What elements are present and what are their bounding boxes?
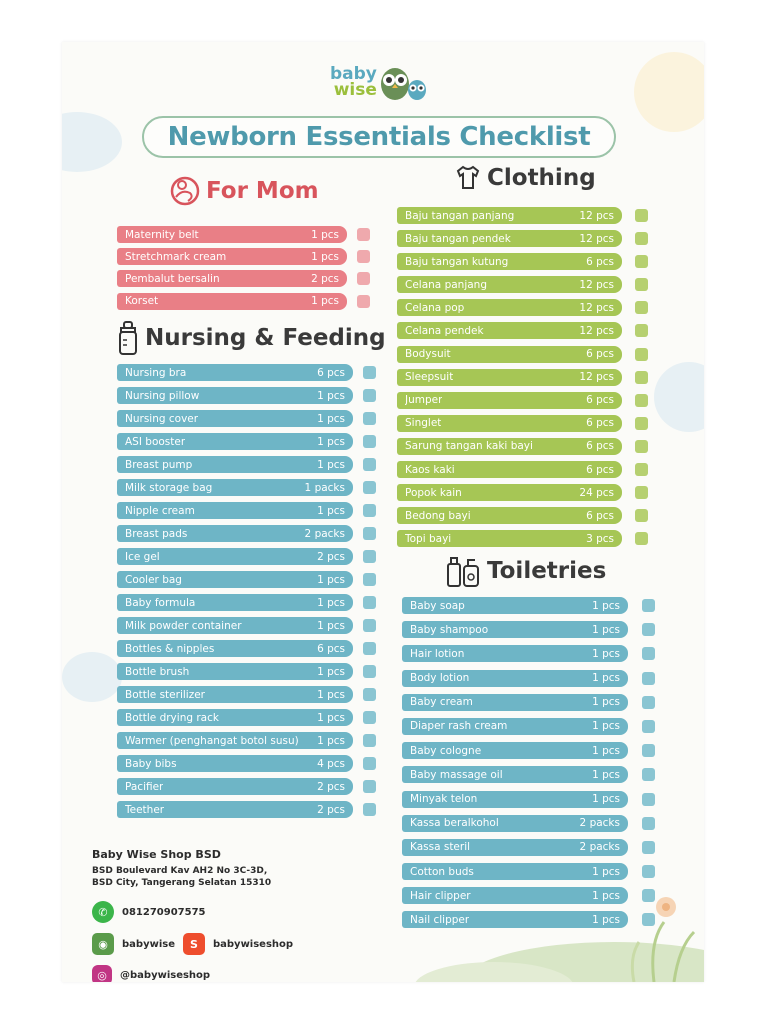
item-quantity: 6 pcs — [586, 417, 614, 430]
checkbox[interactable] — [642, 744, 655, 757]
checkbox[interactable] — [642, 720, 655, 733]
item-name: Baby massage oil — [410, 768, 503, 781]
item-bar — [397, 322, 622, 339]
item-name: Pembalut bersalin — [125, 272, 220, 285]
sun-decoration — [634, 52, 704, 132]
item-quantity: 1 pcs — [317, 389, 345, 402]
item-name: Body lotion — [410, 672, 470, 685]
item-quantity: 1 pcs — [317, 504, 345, 517]
item-quantity: 12 pcs — [579, 278, 614, 291]
item-quantity: 2 packs — [304, 527, 345, 540]
item-name: Celana pop — [405, 301, 465, 314]
cloud-decoration — [654, 362, 704, 432]
item-bar — [117, 617, 353, 634]
item-name: Baby shampoo — [410, 623, 489, 636]
item-bar — [117, 686, 353, 703]
item-name: Baju tangan kutung — [405, 255, 509, 268]
section-header-mom — [170, 175, 319, 207]
item-name: Singlet — [405, 417, 442, 430]
item-name: Baby cream — [410, 696, 473, 709]
section-header-toiletries — [445, 554, 606, 588]
item-quantity: 6 pcs — [586, 509, 614, 522]
item-bar — [117, 709, 353, 726]
item-quantity: 3 pcs — [586, 532, 614, 545]
item-quantity: 1 pcs — [317, 619, 345, 632]
item-name: Breast pump — [125, 458, 193, 471]
checkbox[interactable] — [363, 527, 376, 540]
checkbox[interactable] — [363, 665, 376, 678]
item-name: Baby soap — [410, 599, 465, 612]
checkbox[interactable] — [363, 458, 376, 471]
item-bar — [117, 248, 347, 265]
address-line-2: BSD City, Tangerang Selatan 15310 — [92, 878, 272, 888]
checkbox[interactable] — [363, 366, 376, 379]
section-title-clothing: Clothing — [487, 165, 596, 191]
item-name: Bottles & nipples — [125, 642, 215, 655]
item-name: Cotton buds — [410, 865, 474, 878]
checklist-paper — [62, 42, 704, 982]
logo-text-wise: wise — [333, 80, 377, 100]
item-quantity: 4 pcs — [317, 757, 345, 770]
item-quantity: 12 pcs — [579, 209, 614, 222]
item-quantity: 12 pcs — [579, 232, 614, 245]
item-name: Hair lotion — [410, 647, 465, 660]
cloud-decoration — [62, 652, 122, 702]
item-quantity: 2 pcs — [311, 272, 339, 285]
item-name: Nursing cover — [125, 412, 199, 425]
item-name: Teether — [125, 803, 165, 816]
section-header-clothing — [455, 164, 596, 192]
section-title-toiletries: Toiletries — [487, 558, 607, 584]
checkbox[interactable] — [642, 913, 655, 926]
item-quantity: 1 pcs — [317, 458, 345, 471]
item-bar — [402, 597, 628, 614]
item-bar — [402, 718, 628, 735]
section-title-mom: For Mom — [206, 178, 319, 204]
item-name: Celana panjang — [405, 278, 487, 291]
baby-bottle-icon — [117, 320, 139, 356]
checkbox[interactable] — [635, 232, 648, 245]
item-quantity: 1 pcs — [317, 412, 345, 425]
checkbox[interactable] — [363, 619, 376, 632]
item-quantity: 12 pcs — [579, 371, 614, 384]
item-quantity: 1 pcs — [592, 744, 620, 757]
item-bar — [397, 276, 622, 293]
checkbox[interactable] — [635, 301, 648, 314]
item-name: Warmer (penghangat botol susu) — [125, 734, 299, 747]
item-quantity: 1 pcs — [317, 665, 345, 678]
item-name: Bottle brush — [125, 665, 190, 678]
item-quantity: 1 packs — [304, 481, 345, 494]
item-bar — [397, 369, 622, 386]
item-bar — [402, 621, 628, 638]
item-name: Bottle sterilizer — [125, 688, 205, 701]
section-title-nursing: Nursing & Feeding — [145, 325, 386, 351]
checkbox[interactable] — [363, 734, 376, 747]
item-bar — [117, 410, 353, 427]
item-bar — [117, 293, 347, 310]
item-name: Kassa steril — [410, 841, 471, 854]
item-name: Hair clipper — [410, 889, 471, 902]
item-bar — [397, 530, 622, 547]
item-name: Sleepsuit — [405, 371, 454, 384]
checkbox[interactable] — [363, 711, 376, 724]
item-quantity: 2 pcs — [317, 803, 345, 816]
shopee-icon: S — [183, 933, 205, 955]
checkbox[interactable] — [357, 295, 370, 308]
item-name: Baby formula — [125, 596, 196, 609]
checkbox[interactable] — [363, 435, 376, 448]
item-name: Baju tangan panjang — [405, 209, 515, 222]
tokopedia-icon: ◉ — [92, 933, 114, 955]
checkbox[interactable] — [635, 255, 648, 268]
owl-icon — [377, 62, 429, 102]
item-quantity: 2 pcs — [317, 780, 345, 793]
item-quantity: 6 pcs — [586, 394, 614, 407]
item-bar — [402, 839, 628, 856]
checkbox[interactable] — [635, 324, 648, 337]
item-quantity: 6 pcs — [586, 348, 614, 361]
item-quantity: 1 pcs — [592, 599, 620, 612]
checkbox[interactable] — [635, 371, 648, 384]
instagram-icon: ◎ — [92, 965, 112, 982]
checkbox[interactable] — [642, 599, 655, 612]
item-bar — [397, 484, 622, 501]
item-bar — [402, 670, 628, 687]
checkbox[interactable] — [635, 486, 648, 499]
item-bar — [397, 253, 622, 270]
address-line-1: BSD Boulevard Kav AH2 No 3C-3D, — [92, 866, 268, 876]
item-name: Nail clipper — [410, 913, 470, 926]
item-quantity: 1 pcs — [311, 295, 339, 308]
checkbox[interactable] — [642, 817, 655, 830]
item-bar — [397, 507, 622, 524]
item-quantity: 6 pcs — [586, 463, 614, 476]
item-quantity: 6 pcs — [586, 255, 614, 268]
item-name: Baby cologne — [410, 744, 482, 757]
checkbox[interactable] — [635, 209, 648, 222]
item-bar — [117, 270, 347, 287]
item-bar — [117, 732, 353, 749]
item-quantity: 1 pcs — [592, 696, 620, 709]
checkbox[interactable] — [635, 440, 648, 453]
instagram-handle: @babywiseshop — [120, 969, 211, 981]
checkbox[interactable] — [642, 865, 655, 878]
item-quantity: 1 pcs — [592, 720, 620, 733]
item-quantity: 1 pcs — [317, 573, 345, 586]
item-quantity: 1 pcs — [592, 913, 620, 926]
item-name: Popok kain — [405, 486, 462, 499]
item-bar — [402, 791, 628, 808]
item-quantity: 12 pcs — [579, 324, 614, 337]
item-bar — [117, 525, 353, 542]
item-bar — [117, 548, 353, 565]
item-name: Kaos kaki — [405, 463, 455, 476]
item-bar — [402, 694, 628, 711]
checkbox[interactable] — [363, 596, 376, 609]
item-name: Diaper rash cream — [410, 720, 508, 733]
item-bar — [397, 392, 622, 409]
item-quantity: 1 pcs — [592, 672, 620, 685]
babywise-logo — [330, 62, 429, 102]
item-bar — [117, 755, 353, 772]
item-quantity: 1 pcs — [317, 435, 345, 448]
whatsapp-icon: ✆ — [92, 901, 114, 923]
item-bar — [117, 456, 353, 473]
item-name: Bodysuit — [405, 348, 451, 361]
item-bar — [117, 226, 347, 243]
checkbox[interactable] — [363, 504, 376, 517]
checkbox[interactable] — [363, 642, 376, 655]
section-header-nursing — [117, 320, 386, 356]
page-title: Newborn Essentials Checklist — [167, 122, 591, 152]
title-banner — [142, 116, 616, 158]
item-name: Sarung tangan kaki bayi — [405, 440, 533, 453]
shop-name: Baby Wise Shop BSD — [92, 848, 221, 861]
checkbox[interactable] — [363, 573, 376, 586]
checkbox[interactable] — [363, 481, 376, 494]
item-bar — [117, 663, 353, 680]
item-name: Kassa beralkohol — [410, 817, 499, 830]
checkbox[interactable] — [642, 841, 655, 854]
item-bar — [117, 364, 353, 381]
item-name: Breast pads — [125, 527, 188, 540]
item-bar — [402, 887, 628, 904]
item-quantity: 1 pcs — [592, 623, 620, 636]
checkbox[interactable] — [642, 623, 655, 636]
item-quantity: 1 pcs — [317, 596, 345, 609]
item-quantity: 6 pcs — [317, 366, 345, 379]
item-name: Topi bayi — [405, 532, 452, 545]
item-quantity: 1 pcs — [311, 228, 339, 241]
item-name: Pacifier — [125, 780, 164, 793]
item-quantity: 1 pcs — [311, 250, 339, 263]
item-bar — [117, 433, 353, 450]
checkbox[interactable] — [642, 672, 655, 685]
item-quantity: 6 pcs — [586, 440, 614, 453]
item-name: Jumper — [405, 394, 443, 407]
item-bar — [397, 207, 622, 224]
checkbox[interactable] — [642, 696, 655, 709]
checkbox[interactable] — [642, 793, 655, 806]
item-quantity: 2 packs — [579, 817, 620, 830]
mother-baby-icon — [170, 175, 200, 207]
item-quantity: 6 pcs — [317, 642, 345, 655]
tokopedia-handle: babywise — [122, 938, 175, 950]
checkbox[interactable] — [357, 250, 370, 263]
item-quantity: 24 pcs — [579, 486, 614, 499]
checkbox[interactable] — [642, 647, 655, 660]
item-name: Maternity belt — [125, 228, 199, 241]
checkbox[interactable] — [357, 272, 370, 285]
item-quantity: 2 packs — [579, 841, 620, 854]
item-bar — [397, 438, 622, 455]
checkbox[interactable] — [363, 412, 376, 425]
item-bar — [117, 571, 353, 588]
checkbox[interactable] — [363, 757, 376, 770]
item-quantity: 1 pcs — [592, 647, 620, 660]
item-quantity: 12 pcs — [579, 301, 614, 314]
item-quantity: 1 pcs — [317, 688, 345, 701]
contact-info — [92, 848, 293, 982]
checkbox[interactable] — [363, 803, 376, 816]
item-name: Nipple cream — [125, 504, 195, 517]
phone-number: 081270907575 — [122, 906, 206, 918]
checkbox[interactable] — [363, 780, 376, 793]
item-bar — [117, 778, 353, 795]
item-quantity: 1 pcs — [592, 793, 620, 805]
checkbox[interactable] — [635, 509, 648, 522]
item-quantity: 1 pcs — [317, 734, 345, 747]
cloud-decoration — [62, 112, 122, 172]
checkbox[interactable] — [635, 532, 648, 545]
checkbox[interactable] — [357, 228, 370, 241]
item-name: Baby bibs — [125, 757, 177, 770]
onesie-icon — [455, 164, 481, 192]
item-quantity: 1 pcs — [592, 768, 620, 781]
item-name: Korset — [125, 295, 159, 308]
item-quantity: 1 pcs — [592, 865, 620, 878]
checkbox[interactable] — [635, 463, 648, 476]
item-bar — [117, 640, 353, 657]
item-bar — [402, 645, 628, 662]
item-bar — [397, 299, 622, 316]
checkbox[interactable] — [635, 394, 648, 407]
item-name: Celana pendek — [405, 324, 484, 337]
checkbox[interactable] — [635, 348, 648, 361]
checkbox[interactable] — [363, 688, 376, 701]
item-name: Nursing pillow — [125, 389, 200, 402]
checkbox[interactable] — [635, 278, 648, 291]
item-bar — [117, 387, 353, 404]
item-bar — [117, 801, 353, 818]
item-bar — [397, 230, 622, 247]
item-bar — [402, 766, 628, 783]
item-bar — [397, 415, 622, 432]
item-name: Nursing bra — [125, 366, 187, 379]
item-bar — [117, 594, 353, 611]
item-name: Minyak telon — [410, 793, 478, 805]
toiletries-bottles-icon — [445, 554, 481, 588]
shopee-handle: babywiseshop — [212, 938, 294, 950]
logo-text-baby: baby — [330, 64, 377, 84]
item-name: Bottle drying rack — [125, 711, 219, 724]
item-bar — [117, 479, 353, 496]
item-bar — [397, 346, 622, 363]
item-quantity: 1 pcs — [317, 711, 345, 724]
item-name: Milk powder container — [125, 619, 242, 632]
item-name: Stretchmark cream — [125, 250, 227, 263]
item-name: Cooler bag — [125, 573, 182, 586]
item-bar — [402, 911, 628, 928]
item-bar — [397, 461, 622, 478]
item-name: Baju tangan pendek — [405, 232, 511, 245]
checkbox[interactable] — [635, 417, 648, 430]
item-name: Bedong bayi — [405, 509, 471, 522]
item-bar — [402, 815, 628, 832]
item-name: ASI booster — [125, 435, 186, 448]
checkbox[interactable] — [642, 768, 655, 781]
item-quantity: 1 pcs — [592, 889, 620, 902]
checkbox[interactable] — [642, 889, 655, 902]
item-name: Milk storage bag — [125, 481, 213, 494]
checkbox[interactable] — [363, 550, 376, 563]
checkbox[interactable] — [363, 389, 376, 402]
item-name: Ice gel — [125, 550, 160, 563]
item-bar — [402, 863, 628, 880]
item-quantity: 2 pcs — [317, 550, 345, 563]
item-bar — [117, 502, 353, 519]
item-bar — [402, 742, 628, 759]
